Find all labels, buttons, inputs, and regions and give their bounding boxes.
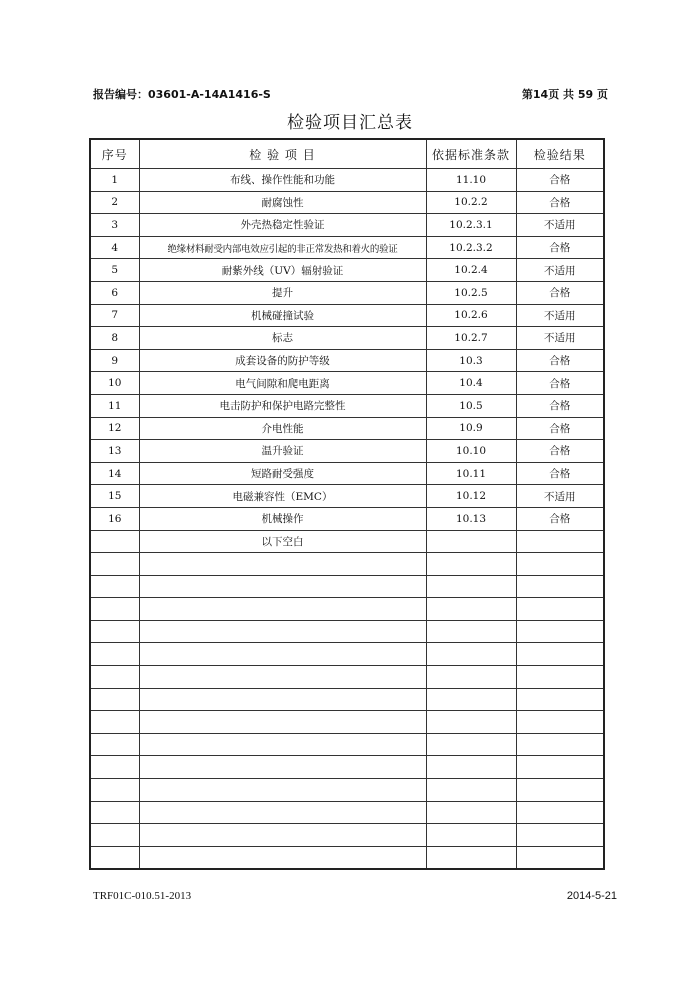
cell-no [90, 530, 139, 553]
cell-item: 短路耐受强度 [139, 462, 426, 485]
blank-row [90, 553, 604, 576]
blank-row [90, 846, 604, 869]
blank-row [90, 575, 604, 598]
blank-row [90, 620, 604, 643]
blank-cell [426, 801, 516, 824]
table-row [90, 191, 604, 214]
blank-cell [426, 711, 516, 734]
cell-no: 6 [90, 281, 139, 304]
blank-cell [516, 801, 604, 824]
table-row [90, 327, 604, 350]
blank-cell [90, 711, 139, 734]
cell-no: 7 [90, 304, 139, 327]
blank-cell [516, 643, 604, 666]
cell-clause: 10.9 [426, 417, 516, 440]
blank-cell [90, 801, 139, 824]
cell-no: 1 [90, 169, 139, 192]
blank-cell [426, 779, 516, 802]
cell-result: 合格 [516, 169, 604, 192]
cell-no: 15 [90, 485, 139, 508]
cell-clause: 10.2.7 [426, 327, 516, 350]
cell-no: 14 [90, 462, 139, 485]
blank-cell [90, 733, 139, 756]
cell-result: 合格 [516, 372, 604, 395]
blank-cell [139, 575, 426, 598]
blank-cell [139, 711, 426, 734]
blank-cell [139, 756, 426, 779]
blank-cell [139, 553, 426, 576]
form-code: TRF01C-010.51-2013 [93, 890, 192, 902]
cell-item: 电气间隙和爬电距离 [139, 372, 426, 395]
cell-clause: 10.2.3.1 [426, 214, 516, 237]
table-row [90, 169, 604, 192]
blank-row [90, 779, 604, 802]
blank-cell [139, 620, 426, 643]
cell-clause: 10.2.3.2 [426, 236, 516, 259]
blank-cell [139, 643, 426, 666]
cell-item: 耐腐蚀性 [139, 191, 426, 214]
blank-cell [426, 688, 516, 711]
blank-row [90, 824, 604, 847]
cell-clause: 10.2.5 [426, 281, 516, 304]
cell-no: 5 [90, 259, 139, 282]
cell-result: 合格 [516, 507, 604, 530]
cell-no: 8 [90, 327, 139, 350]
table-row [90, 485, 604, 508]
blank-cell [90, 756, 139, 779]
table-row [90, 530, 604, 553]
cell-item: 介电性能 [139, 417, 426, 440]
cell-item: 绝缘材料耐受内部电效应引起的非正常发热和着火的验证 [139, 236, 426, 259]
cell-result: 不适用 [516, 327, 604, 350]
blank-cell [516, 688, 604, 711]
table-row [90, 281, 604, 304]
blank-row [90, 643, 604, 666]
blank-cell [90, 688, 139, 711]
cell-result: 合格 [516, 236, 604, 259]
cell-no: 16 [90, 507, 139, 530]
blank-cell [516, 553, 604, 576]
cell-no: 3 [90, 214, 139, 237]
table-row [90, 349, 604, 372]
cell-clause: 10.12 [426, 485, 516, 508]
cell-item: 成套设备的防护等级 [139, 349, 426, 372]
table-row [90, 507, 604, 530]
cell-item: 机械操作 [139, 507, 426, 530]
blank-cell [516, 598, 604, 621]
blank-cell [516, 711, 604, 734]
table-body [90, 169, 604, 870]
cell-result: 合格 [516, 349, 604, 372]
blank-cell [90, 779, 139, 802]
cell-item: 耐紫外线（UV）辐射验证 [139, 259, 426, 282]
blank-cell [516, 846, 604, 869]
blank-row [90, 666, 604, 689]
cell-result: 不适用 [516, 485, 604, 508]
cell-item: 电磁兼容性（EMC） [139, 485, 426, 508]
cell-item: 提升 [139, 281, 426, 304]
cell-clause: 10.5 [426, 394, 516, 417]
cell-clause: 10.2.4 [426, 259, 516, 282]
blank-cell [90, 824, 139, 847]
cell-result: 合格 [516, 394, 604, 417]
cell-result: 不适用 [516, 214, 604, 237]
column-header-clause: 依据标准条款 [426, 139, 516, 169]
cell-clause: 10.13 [426, 507, 516, 530]
blank-cell [139, 846, 426, 869]
cell-clause: 10.2.2 [426, 191, 516, 214]
blank-cell [516, 575, 604, 598]
blank-row [90, 688, 604, 711]
table-row [90, 462, 604, 485]
column-header-result: 检验结果 [516, 139, 604, 169]
blank-cell [139, 801, 426, 824]
blank-cell [426, 598, 516, 621]
blank-cell [426, 620, 516, 643]
cell-clause: 10.10 [426, 440, 516, 463]
table-row [90, 214, 604, 237]
table-row [90, 372, 604, 395]
blank-cell [426, 846, 516, 869]
blank-cell [426, 575, 516, 598]
cell-item: 布线、操作性能和功能 [139, 169, 426, 192]
blank-cell [426, 643, 516, 666]
cell-clause: 10.2.6 [426, 304, 516, 327]
cell-no: 9 [90, 349, 139, 372]
cell-result: 不适用 [516, 304, 604, 327]
blank-cell [90, 598, 139, 621]
blank-row [90, 756, 604, 779]
blank-cell [516, 733, 604, 756]
cell-item: 标志 [139, 327, 426, 350]
cell-item: 电击防护和保护电路完整性 [139, 394, 426, 417]
cell-clause: 10.11 [426, 462, 516, 485]
cell-item: 机械碰撞试验 [139, 304, 426, 327]
blank-cell [139, 598, 426, 621]
cell-result: 合格 [516, 281, 604, 304]
blank-cell [139, 733, 426, 756]
column-header-item: 检 验 项 目 [139, 139, 426, 169]
blank-cell [426, 666, 516, 689]
blank-cell [90, 666, 139, 689]
blank-cell [426, 756, 516, 779]
table-header-row [90, 139, 604, 169]
table-row [90, 440, 604, 463]
table-row [90, 236, 604, 259]
cell-result: 不适用 [516, 259, 604, 282]
cell-clause [426, 530, 516, 553]
blank-cell [426, 733, 516, 756]
cell-result: 合格 [516, 462, 604, 485]
blank-cell [139, 779, 426, 802]
cell-item: 温升验证 [139, 440, 426, 463]
inspection-summary-table [89, 138, 605, 870]
blank-cell [90, 643, 139, 666]
table-row [90, 259, 604, 282]
blank-cell [90, 575, 139, 598]
column-header-no: 序号 [90, 139, 139, 169]
blank-cell [426, 824, 516, 847]
table-row [90, 304, 604, 327]
blank-cell [516, 824, 604, 847]
cell-no: 4 [90, 236, 139, 259]
blank-row [90, 733, 604, 756]
cell-result: 合格 [516, 191, 604, 214]
report-number: 报告编号：03601-A-14A1416-S [93, 88, 271, 101]
blank-cell [516, 779, 604, 802]
cell-no: 13 [90, 440, 139, 463]
cell-item: 以下空白 [139, 530, 426, 553]
cell-result: 合格 [516, 417, 604, 440]
cell-clause: 11.10 [426, 169, 516, 192]
blank-row [90, 598, 604, 621]
table-row [90, 417, 604, 440]
cell-result [516, 530, 604, 553]
blank-cell [139, 824, 426, 847]
blank-cell [139, 688, 426, 711]
cell-clause: 10.4 [426, 372, 516, 395]
cell-clause: 10.3 [426, 349, 516, 372]
cell-no: 12 [90, 417, 139, 440]
footer-date: 2014-5-21 [566, 890, 617, 902]
blank-cell [516, 620, 604, 643]
cell-result: 合格 [516, 440, 604, 463]
table-row [90, 394, 604, 417]
blank-row [90, 711, 604, 734]
cell-no: 11 [90, 394, 139, 417]
blank-cell [426, 553, 516, 576]
blank-cell [90, 846, 139, 869]
page-title: 检验项目汇总表 [287, 113, 413, 133]
cell-no: 10 [90, 372, 139, 395]
cell-no: 2 [90, 191, 139, 214]
page-info: 第14页 共 59 页 [521, 88, 608, 101]
blank-cell [516, 756, 604, 779]
blank-cell [516, 666, 604, 689]
blank-cell [90, 553, 139, 576]
blank-row [90, 801, 604, 824]
blank-cell [90, 620, 139, 643]
blank-cell [139, 666, 426, 689]
cell-item: 外壳热稳定性验证 [139, 214, 426, 237]
